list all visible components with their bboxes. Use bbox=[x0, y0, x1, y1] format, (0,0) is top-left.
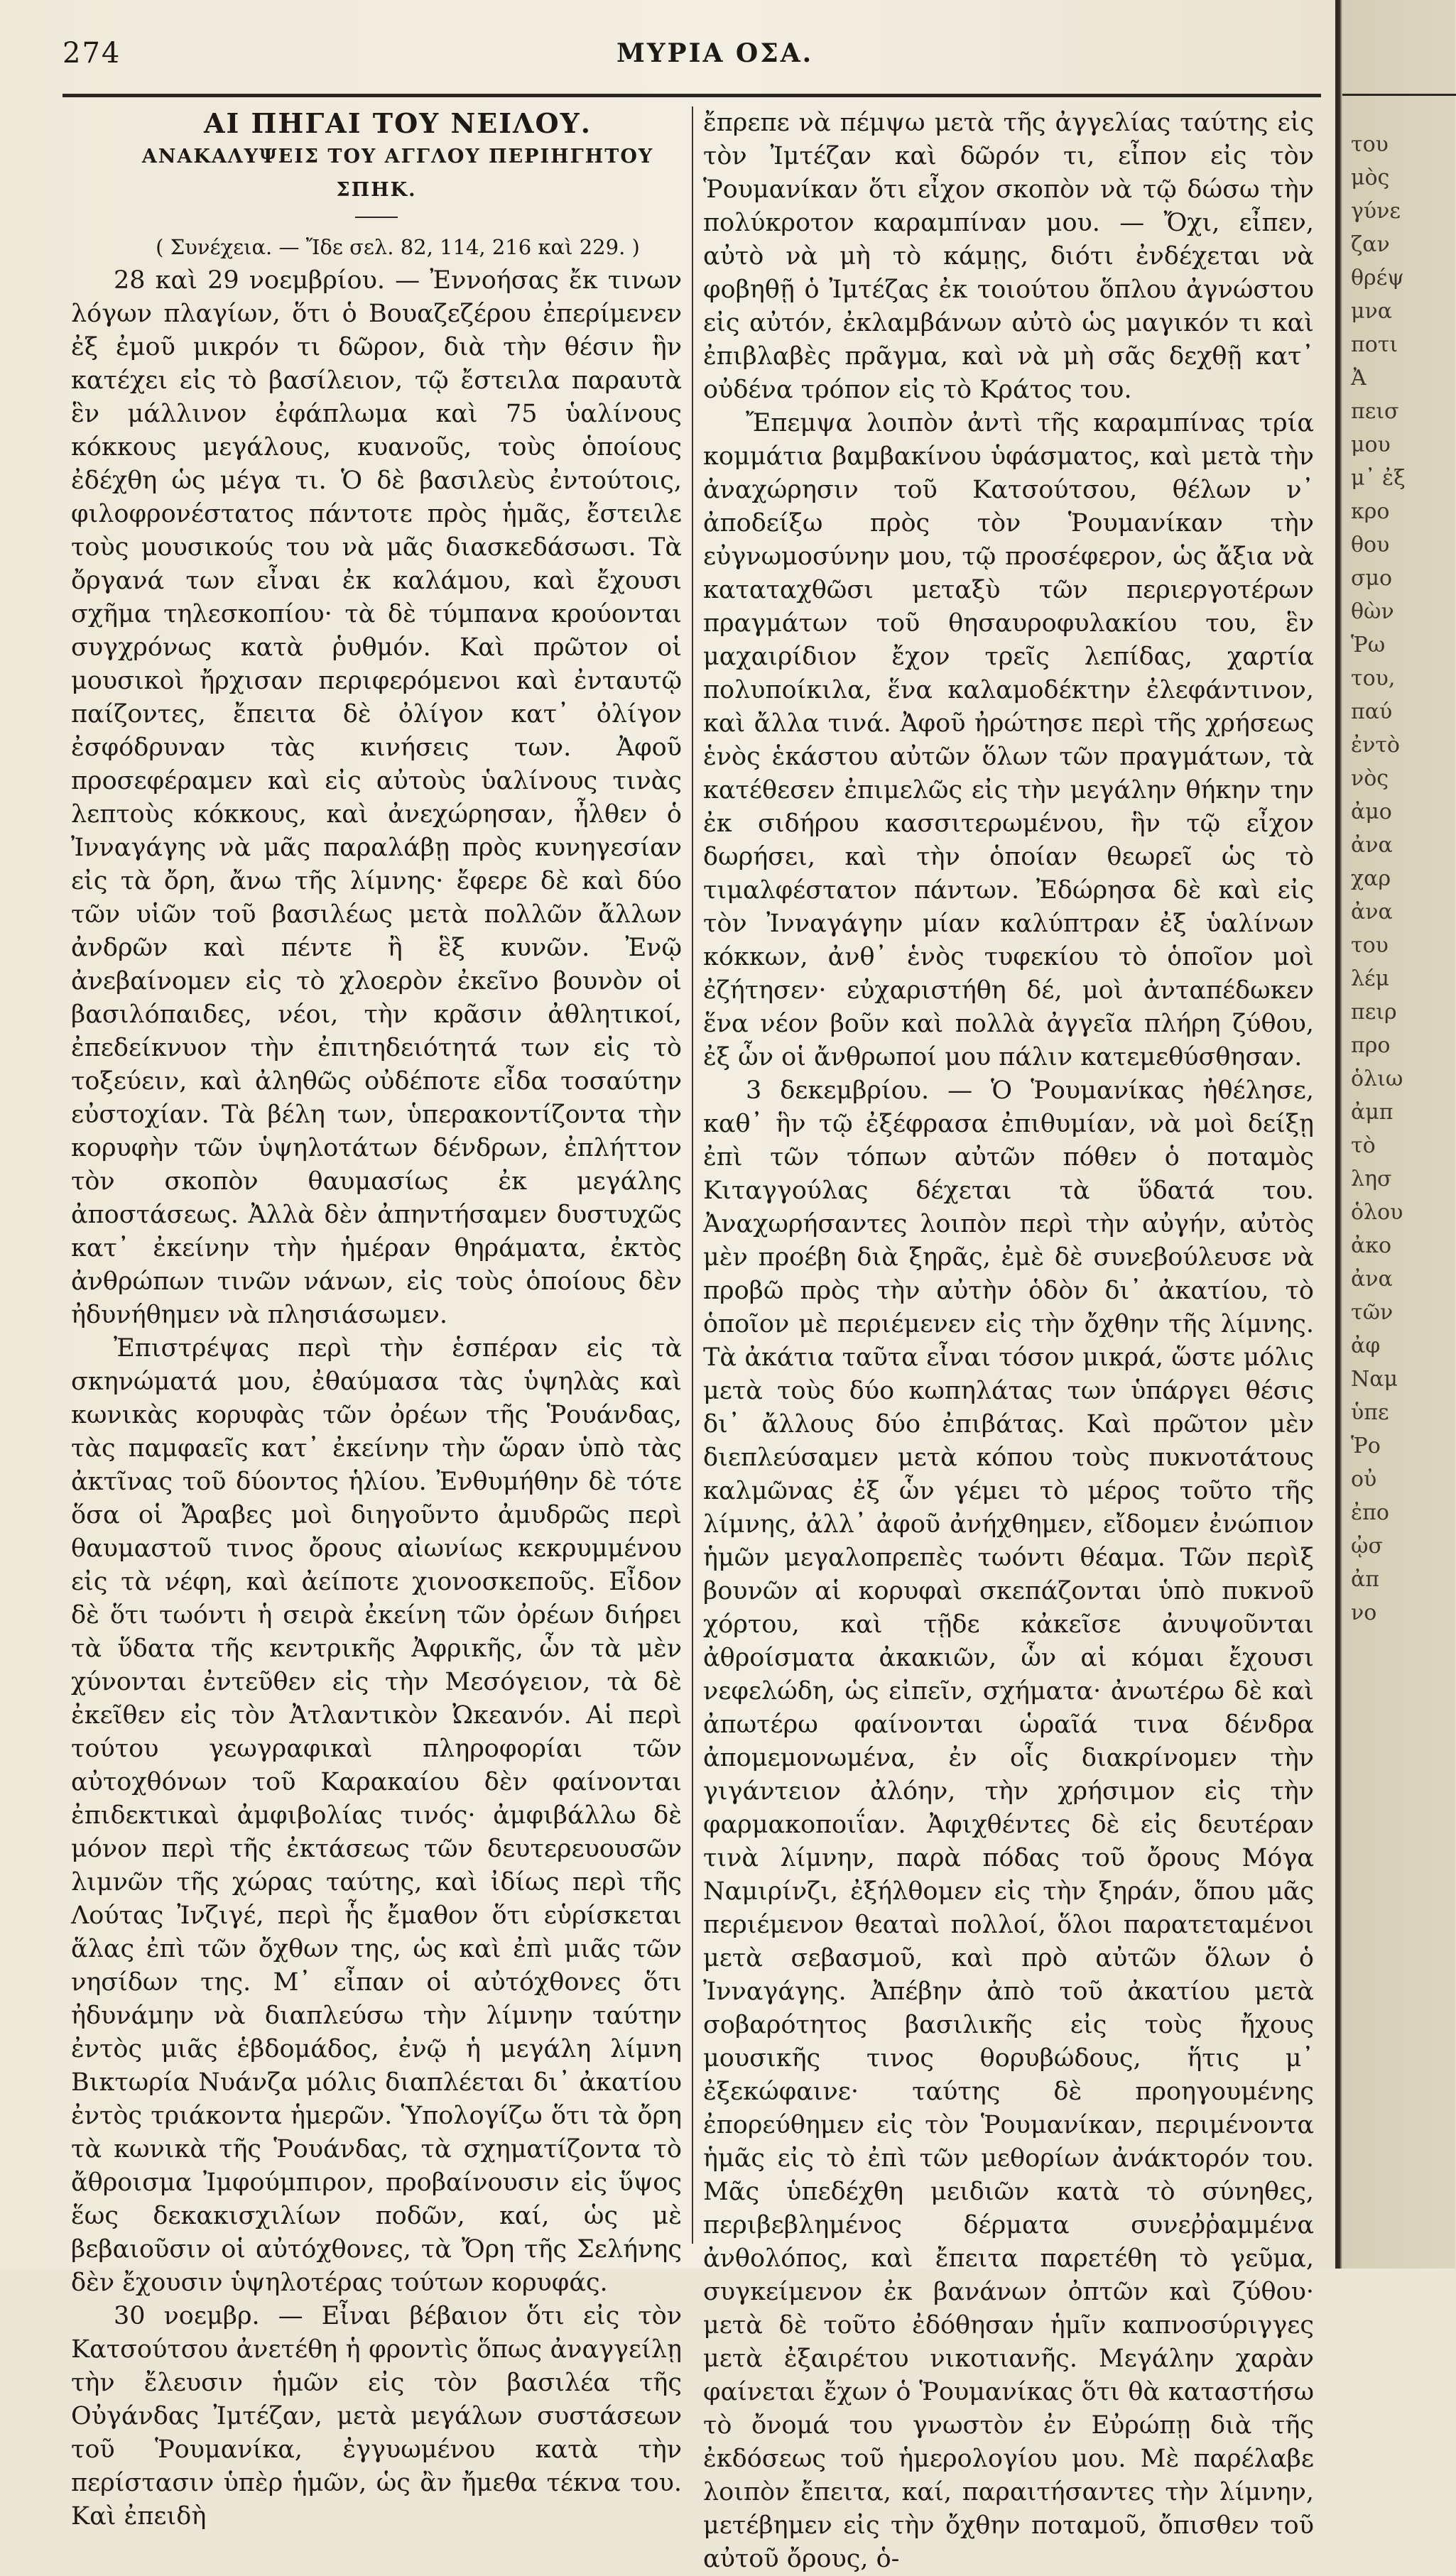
adjacent-page-fragment: ὑπε bbox=[1351, 1400, 1389, 1425]
adjacent-page-fragment: του, bbox=[1351, 666, 1396, 691]
article-title: ΑΙ ΠΗΓΑΙ ΤΟΥ ΝΕΙΛΟΥ. bbox=[204, 107, 592, 139]
adjacent-page-fragment: νὸς bbox=[1351, 766, 1389, 791]
adjacent-page-fragment: θὼν bbox=[1351, 599, 1394, 624]
adjacent-page-fragment: ἀμπ bbox=[1351, 1100, 1393, 1125]
adjacent-page-edge bbox=[1335, 0, 1455, 2269]
adjacent-page-fragment: ᾠσ bbox=[1351, 1534, 1383, 1559]
continuation-note: ( Συνέχεια. — Ἴδε σελ. 82, 114, 216 καὶ 229. ) bbox=[156, 235, 640, 259]
adjacent-page-fragment: νο bbox=[1351, 1600, 1377, 1625]
adjacent-page-fragment: ἀπ bbox=[1351, 1567, 1379, 1592]
adjacent-page-fragment: ζαν bbox=[1351, 232, 1390, 257]
adjacent-page-fragment: οὐ bbox=[1351, 1467, 1377, 1492]
adjacent-page-fragment: ἐπο bbox=[1351, 1500, 1389, 1525]
adjacent-page-fragment: Ῥω bbox=[1351, 633, 1386, 657]
adjacent-page-fragment: γύνε bbox=[1351, 199, 1401, 224]
adjacent-page-fragment: μνα bbox=[1351, 299, 1392, 324]
adjacent-page-fragment: σμο bbox=[1351, 566, 1393, 591]
adjacent-page-fragment: πεισ bbox=[1351, 399, 1399, 424]
adjacent-page-fragment: λέμ bbox=[1351, 966, 1390, 991]
adjacent-page-fragment: Ἀ bbox=[1351, 366, 1367, 391]
column-divider bbox=[692, 107, 693, 2244]
running-title: ΜΥΡΙΑ ΟΣΑ. bbox=[616, 38, 814, 68]
adjacent-page-fragment: του bbox=[1351, 933, 1389, 958]
left-column bbox=[71, 107, 682, 2531]
paragraph-left-2: Ἐπιστρέψας περὶ τὴν ἑσπέραν εἰς τὰ σκηνώματά μου, ἐθαύμασα τὰς ὑψηλὰς καὶ κωνικὰς κορυφὰς τῶν ὀρέων τῆς Ῥουάνδας, τὰς παμφαεῖς κατ᾽ ἐκείνην τὴν ὥραν ὑπὸ τὰς ἀκτῖνας τοῦ δύοντος ἡλίου. Ἐνθυμήθην δὲ τότε ὅσα οἱ Ἄραβες μοὶ διηγοῦντο ἀμυδρῶς περὶ θαυμαστοῦ τινος ὄρους αἰωνίως κεκρυμμένου εἰς τὰ νέφη, καὶ ἀείποτε χιονοσκεποῦς. Εἶδον δὲ ὅτι τωόντι ἡ σειρὰ ἐκείνη τῶν ὀρέων διήρει τὰ ὕδατα τῆς κεντρικῆς Ἀφρικῆς, ὧν τὰ μὲν χύνονται ἐντεῦθεν εἰς τὴν Μεσόγειον, τὰ δὲ ἐκεῖθεν εἰς τὸν Ἀτλαντικὸν Ὠκεανόν. Αἱ περὶ τούτου γεωγραφικαὶ πληροφορίαι τῶν αὐτοχθόνων τοῦ Καρακαίου δὲν φαίνονται ἐπιδεκτικαὶ ἀμφιβολίας τινός· ἀμφιβάλλω δὲ μόνον περὶ τῆς ἐκτάσεως τῶν δευτερευουσῶν λιμνῶν τῆς χώρας ταύτης, καὶ ἰδίως περὶ τῆς Λούτας Ἰνζιγέ, περὶ ἧς ἔμαθον ὅτι εὑρίσκεται ἅλας ἐπὶ τῶν ὄχθων της, ὡς καὶ ἐπὶ μιᾶς τῶν νησίδων της. Μ᾽ εἶπαν οἱ αὐτόχθονες ὅτι ἠδυνάμην νὰ διαπλεύσω τὴν λίμνην ταύτην ἐντὸς μιᾶς ἑβδομάδος, ἐνῷ ἡ μεγάλη λίμνη Βικτωρία Νυάνζα μόλις διαπλέεται δι᾽ ἀκατίου ἐντὸς τριάκοντα ἡμερῶν. Ὑπολογίζω ὅτι τὰ ὄρη τὰ κωνικὰ τῆς Ῥουάνδας, τὰ σχηματίζοντα τὸ ἄθροισμα Ἰμφούμπιρον, προβαίνουσιν εἰς ὕψος ἕως δεκακισχιλίων ποδῶν, καί, ὡς μὲ βεβαιοῦσιν οἱ αὐτόχθονες, τὰ Ὄρη τῆς Σελήνης δὲν ἔχουσιν ὑψηλοτέρας τούτων κορυφάς. bbox=[71, 1334, 682, 2297]
adjacent-page-fragment: λησ bbox=[1351, 1167, 1392, 1191]
adjacent-page-fragment: τὸ bbox=[1351, 1133, 1376, 1158]
adjacent-page-fragment: ἀκο bbox=[1351, 1233, 1392, 1258]
adjacent-page-fragment: μ᾽ ἐξ bbox=[1351, 466, 1406, 491]
adjacent-page-fragment: ἀνα bbox=[1351, 833, 1393, 858]
paragraph-left-1: 28 καὶ 29 νοεμβρίου. — Ἐννοήσας ἔκ τινων λόγων πλαγίων, ὅτι ὁ Βουαζεζέρου ἐπερίμενεν ἐξ ἐμοῦ μικρόν τι δῶρον, διὰ τὴν θέσιν ἣν κατέχει εἰς τὸ βασίλειον, τῷ ἔστειλα παραυτὰ ἓν μάλλινον ἐφάπλωμα καὶ 75 ὑαλίνους κόκκους μεγάλους, κυανοῦς, τοὺς ὁποίους ἐδέχθη ὡς μέγα τι. Ὁ δὲ βασιλεὺς ἐντούτοις, φιλοφρονέστατος πάντοτε πρὸς ἡμᾶς, ἔστειλε τοὺς μουσικούς του νὰ μᾶς διασκεδάσωσι. Τὰ ὄργανά των εἶναι ἐκ καλάμου, καὶ ἔχουσι σχῆμα τηλεσκοπίου· τὰ δὲ τύμπανα κρούονται συγχρόνως κατὰ ῥυθμόν. Καὶ πρῶτον οἱ μουσικοὶ ἤρχισαν περιφερόμενοι καὶ ἐνταυτῷ παίζοντες, ἔπειτα δὲ ὀλίγον κατ᾽ ὀλίγον ἐσφόδρυναν τὰς κινήσεις των. Ἀφοῦ προσεφέραμεν καὶ εἰς αὐτοὺς ὑαλίνους τινὰς λεπτοὺς κόκκους, καὶ ἀνεχώρησαν, ἦλθεν ὁ Ἰνναγάγης νὰ μᾶς παραλάβῃ πρὸς κυνηγεσίαν εἰς τὰ ὄρη, ἄνω τῆς λίμνης· ἔφερε δὲ καὶ δύο τῶν υἱῶν τοῦ βασιλέως μετὰ πολλῶν ἄλλων ἀνδρῶν καὶ πέντε ἢ ἓξ κυνῶν. Ἐνῷ ἀνεβαίνομεν εἰς τὸ χλοερὸν ἐκεῖνο βουνὸν οἱ βασιλόπαιδες, νέοι, τὴν κρᾶσιν ἀθλητικοί, ἐπεδείκνυον τὴν ἐπιτηδειότητά των εἰς τὸ τοξεύειν, καὶ ἀληθῶς οὐδέποτε εἶδα τοσαύτην εὐστοχίαν. Τὰ βέλη των, ὑπερακοντίζοντα τὴν κορυφὴν τῶν ὑψηλοτάτων δένδρων, ἐπλήττον τὸν σκοπὸν θαυμασίως ἐκ μεγάλης ἀποστάσεως. Ἀλλὰ δὲν ἀπηντήσαμεν δυστυχῶς κατ᾽ ἐκείνην τὴν ἡμέραν θηράματα, ἐκτὸς ἀνθρώπων τινῶν νάνων, εἰς τοὺς ὁποίους δὲν ἠδυνήθημεν νὰ πλησιάσωμεν. bbox=[71, 266, 682, 1329]
page-header bbox=[63, 34, 1320, 84]
adjacent-page-fragment: μου bbox=[1351, 432, 1391, 457]
adjacent-page-fragment: ὁλου bbox=[1351, 1200, 1403, 1225]
adjacent-page-fragment: τῶν bbox=[1351, 1300, 1393, 1325]
adjacent-page-fragment: θρέψ bbox=[1351, 266, 1404, 290]
adjacent-page-fragment: του bbox=[1351, 132, 1389, 157]
adjacent-page-fragment: ποτι bbox=[1351, 332, 1398, 357]
adjacent-page-fragment: παύ bbox=[1351, 699, 1393, 724]
adjacent-page-fragment: κρο bbox=[1351, 499, 1390, 524]
adjacent-page-fragment: ἀνα bbox=[1351, 1267, 1393, 1292]
adjacent-page-rule bbox=[1342, 94, 1456, 96]
right-column bbox=[703, 107, 1314, 2573]
paragraph-right-1: ἔπρεπε νὰ πέμψω μετὰ τῆς ἀγγελίας ταύτης εἰς τὸν Ἰμτέζαν καὶ δῶρόν τι, εἶπον εἰς τὸν Ῥουμανίκαν ὅτι εἶχον σκοπὸν νὰ τῷ δώσω τὴν πολύκροτον καραμπίναν μου. — Ὄχι, εἶπεν, αὐτὸ νὰ μὴ τὸ κάμῃς, διότι ἐνδέχεται νὰ φοβηθῇ ὁ Ἰμτέζας ἐκ τοιούτου ὅπλου ἀγνώστου εἰς αὐτόν, ἐκλαμβάνων αὐτὸ ὡς μαγικόν τι καὶ ἐπιβλαβὲς πρᾶγμα, καὶ νὰ μὴ σᾶς δεχθῇ κατ᾽ οὐδένα τρόπον εἰς τὸ Κράτος του. bbox=[703, 109, 1314, 404]
paragraph-right-2: Ἔπεμψα λοιπὸν ἀντὶ τῆς καραμπίνας τρία κομμάτια βαμβακίνου ὑφάσματος, καὶ μετὰ τὴν ἀναχώρησιν τοῦ Κατσούτσου, θέλων ν᾽ ἀποδείξω πρὸς τὸν Ῥουμανίκαν τὴν εὐγνωμοσύνην μου, τῷ προσέφερον, ὡς ἄξια νὰ καταταχθῶσι μεταξὺ τῶν περιεργοτέρων πραγμάτων τοῦ θησαυροφυλακίου του, ἓν μαχαιρίδιον ἔχον τρεῖς λεπίδας, χαρτία πολυποίκιλα, ἕνα καλαμοδέκτην ἐλεφάντινον, καὶ ἄλλα τινά. Ἀφοῦ ἠρώτησε περὶ τῆς χρήσεως ἑνὸς ἑκάστου αὐτῶν ὅλων τῶν πραγμάτων, τὰ κατέθεσεν ἐπιμελῶς εἰς τὴν μεγάλην θήκην την ἐκ σιδήρου κασσιτερωμένου, ἣν τῷ εἶχον δωρήσει, καὶ τὴν ὁποίαν θεωρεῖ ὡς τὸ τιμαλφέστατον πάντων. Ἐδώρησα δὲ καὶ εἰς τὸν Ἰνναγάγην μίαν καλύπτραν ἐξ ὑαλίνων κόκκων, ἀνθ᾽ ἑνὸς τυφεκίου τὸ ὁποῖον μοὶ ἐζήτησεν· εὐχαριστήθη δέ, μοὶ ἀνταπέδωκεν ἕνα νέον βοῦν καὶ πολλὰ ἀγγεῖα πλήρη ζύθου, ἐξ ὧν οἱ ἄνθρωποί μου πάλιν κατεμεθύσθησαν. bbox=[703, 409, 1314, 1071]
page-number: 274 bbox=[63, 37, 121, 70]
article-subtitle: ΑΝΑΚΑΛΥΨΕΙΣ ΤΟΥ ΑΓΓΛΟΥ ΠΕΡΙΗΓΗΤΟΥ ΣΠΗΚ. bbox=[141, 146, 654, 201]
adjacent-page-fragment: ἀφ bbox=[1351, 1333, 1381, 1358]
adjacent-page-fragment: χαρ bbox=[1351, 866, 1391, 891]
adjacent-page-fragment: ἀνα bbox=[1351, 900, 1393, 924]
adjacent-page-fragment: ἀμο bbox=[1351, 799, 1392, 824]
paragraph-right-3: 3 δεκεμβρίου. — Ὁ Ῥουμανίκας ἠθέλησε, καθ᾽ ἣν τῷ ἐξέφρασα ἐπιθυμίαν, νὰ μοὶ δείξῃ ἐπὶ τῶν τόπων αὐτῶν πόθεν ὁ ποταμὸς Κιταγγούλας δέχεται τὰ ὕδατά του. Ἀναχωρήσαντες λοιπὸν περὶ τὴν αὐγήν, αὐτὸς μὲν προέβη διὰ ξηρᾶς, ἐμὲ δὲ συνεβούλευσε νὰ προβῶ πρὸς τὴν αὐτὴν ὁδὸν δι᾽ ἀκατίου, τὸ ὁποῖον μὲ περιέμενεν εἰς τὴν ὄχθην τῆς λίμνης. Τὰ ἀκάτια ταῦτα εἶναι τόσον μικρά, ὥστε μόλις μετὰ τοὺς δύο κωπηλάτας των ὑπάργει θέσις δι᾽ ἄλλους δύο ἐπιβάτας. Καὶ πρῶτον μὲν διεπλεύσαμεν μετὰ κόπου τοὺς πυκνοτάτους καλμῶνας ἐξ ὧν γέμει τὸ μέρος τοῦτο τῆς λίμνης, ἀλλ᾽ ἀφοῦ ἀνήχθημεν, εἴδομεν ἐνώπιον ἡμῶν μεγαλοπρεπὲς τωόντι θέαμα. Τῶν περὶξ βουνῶν αἱ κορυφαὶ σκεπάζονται ὑπὸ πυκνοῦ χόρτου, καὶ τῇδε κἀκεῖσε ἀνυψοῦνται ἀθροίσματα ἀκακιῶν, ὧν αἱ κόμαι ἔχουσι νεφελώδη, ὡς εἰπεῖν, σχήματα· ἀνωτέρω δὲ καὶ ἀπωτέρω φαίνονται ὡραῖά τινα δένδρα ἀπομεμονωμένα, ἐν οἷς διακρίνομεν τὴν γιγάντειον ἀλόην, τὴν χρήσιμον εἰς τὴν φαρμακοποιΐαν. Ἀφιχθέντες δὲ εἰς δευτέραν τινὰ λίμνην, παρὰ πόδας τοῦ ὄρους Μόγα Ναμιρίνζι, ἐξήλθομεν εἰς τὴν ξηράν, ὅπου μᾶς περιέμενον θεαταὶ πολλοί, ὅλοι παρατεταμένοι μετὰ σεβασμοῦ, καὶ πρὸ αὐτῶν ὅλων ὁ Ἰνναγάγης. Ἀπέβην ἀπὸ τοῦ ἀκατίου μετὰ σοβαρότητος βασιλικῆς εἰς τοὺς ἤχους μουσικῆς τινος θορυβώδους, ἥτις μ᾽ ἐξεκώφαινε· ταύτης δὲ προηγουμένης ἐπορεύθημεν εἰς τὸν Ῥουμανίκαν, περιμένοντα ἡμᾶς εἰς τὸ ἐπὶ τῶν μεθορίων ἀνάκτορόν του. Μᾶς ὑπεδέχθη μειδιῶν κατὰ τὸ σύνηθες, περιβεβλημένος δέρματα συνεῤῥαμμένα ἀνθολόπος, καὶ ἔπειτα παρετέθη τὸ γεῦμα, συγκείμενον ἐκ βανάνων ὀπτῶν καὶ ζύθου· μετὰ δὲ τοῦτο ἐδόθησαν ἡμῖν καπνοσύριγγες μετὰ ἐξαιρέτου νικοτιανῆς. Μεγάλην χαρὰν φαίνεται ἔχων ὁ Ῥουμανίκας ὅτι θὰ καταστήσω τὸ ὄνομά του γνωστὸν ἐν Εὐρώπῃ διὰ τῆς ἐκδόσεως τοῦ ἡμερολογίου μου. Μὲ παρέλαβε λοιπὸν ἔπειτα, καί, παραιτήσαντες τὴν λίμνην, μετέβημεν εἰς τὴν ὄχθην ποταμοῦ, ὄπισθεν τοῦ αὐτοῦ ὄρους, ὁ- bbox=[703, 1076, 1314, 2573]
header-rule bbox=[63, 94, 1321, 97]
adjacent-page-fragment: ἐντὸ bbox=[1351, 733, 1400, 758]
adjacent-page-fragment: θου bbox=[1351, 533, 1390, 557]
paragraph-left-3: 30 νοεμβρ. — Εἶναι βέβαιον ὅτι εἰς τὸν Κατσούτσου ἀνετέθη ἡ φροντὶς ὅπως ἀναγγείλῃ τὴν ἔλευσιν ἡμῶν εἰς τὸν βασιλέα τῆς Οὐγάνδας Ἰμτέζαν, μετὰ μεγάλων συστάσεων τοῦ Ῥουμανίκα, ἐγγυωμένου κατὰ τὴν περίστασιν ὑπὲρ ἡμῶν, ὡς ἂν ἤμεθα τέκνα του. Καὶ ἐπειδὴ bbox=[71, 2302, 682, 2531]
adjacent-page-fragment: πειρ bbox=[1351, 1000, 1397, 1025]
adjacent-page-fragment: Ναμ bbox=[1351, 1367, 1398, 1392]
adjacent-page-fragment: μὸς bbox=[1351, 165, 1390, 190]
adjacent-page-fragment: ὁλιω bbox=[1351, 1066, 1403, 1091]
adjacent-page-fragment: Ῥο bbox=[1351, 1434, 1381, 1458]
adjacent-page-fragment: προ bbox=[1351, 1033, 1391, 1058]
title-dash bbox=[355, 217, 398, 218]
adjacent-page-fragments bbox=[1351, 128, 1450, 1630]
